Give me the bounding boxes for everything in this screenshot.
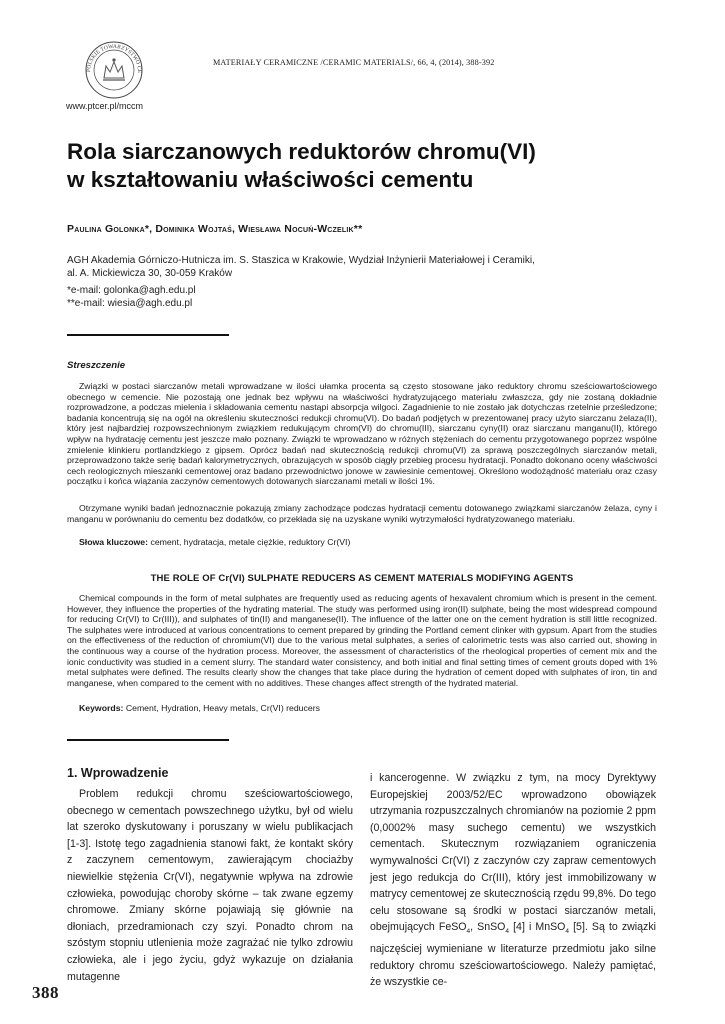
subscript-3: 4 bbox=[565, 928, 570, 936]
logo-seal-icon bbox=[76, 38, 156, 100]
subscript-1: 4 bbox=[466, 928, 471, 936]
divider bbox=[67, 739, 229, 741]
page-number: 388 bbox=[32, 983, 59, 1002]
author-email-2[interactable]: **e-mail: wiesia@agh.edu.pl bbox=[67, 298, 193, 309]
keywords-en-label: Keywords: bbox=[79, 703, 124, 713]
abstract-pl-paragraph-2: Otrzymane wyniki badań jednoznacznie pokazują zmiany zachodzące podczas hydratacji cementu dotowanego związkami siarczanów żelaza, cyny i manganu w porównaniu do cementu bez dodatków, co przekłada się na uzyskane wyniki wytrzymałości hydratyzowanego materiału. bbox=[67, 503, 657, 524]
journal-reference: MATERIAŁY CERAMICZNE /CERAMIC MATERIALS/, 66, 4, (2014), 388-392 bbox=[213, 58, 495, 67]
journal-website-link[interactable]: www.ptcer.pl/mccm bbox=[66, 101, 144, 111]
right-text-2: , SnSO bbox=[470, 921, 506, 934]
body-left-column: Problem redukcji chromu sześciowartościowego, obecnego w cementach powszechnego użytku, był od wielu lat szeroko dyskutowany i poruszany w wielu publikacjach [1-3]. Istotę tego zagadnienia stanowi fakt, że kontakt skóry z zaczynem cementowym, zawierającym chociażby niewielkie stężenia Cr(VI), negatywnie wpływa na zdrowie człowieka, powodując choroby skórne – tak zwane egzemy chromowe. Zmiany skórne pojawiają się głównie na dłoniach, przedramionach czy szyi. Ponadto chrom na szóstym stopniu utlenienia może zagrażać nie tylko zdrowiu człowieka, ale i jego życiu, gdyż wykazuje on działania mutagenne bbox=[67, 788, 353, 983]
author-list: Paulina Golonka*, Dominika Wojtaś, Wiesława Nocuń-Wczelik** bbox=[67, 223, 363, 235]
right-text-4: [5]. Są to związki najczęściej wymieniane w literaturze przedmiotu jako silne reduktory chromu sześciowartościowego. Należy pamiętać, że wszystkie ce- bbox=[370, 921, 656, 989]
keywords-en bbox=[79, 703, 320, 713]
subscript-2: 4 bbox=[505, 928, 510, 936]
keywords-pl bbox=[79, 537, 350, 547]
divider bbox=[67, 334, 229, 336]
title-line-2: w kształtowaniu właściwości cementu bbox=[67, 167, 474, 192]
author-email-1[interactable]: *e-mail: golonka@agh.edu.pl bbox=[67, 285, 196, 296]
keywords-en-list: Cement, Hydration, Heavy metals, Cr(VI) reducers bbox=[125, 703, 320, 713]
abstract-pl-paragraph-1: Związki w postaci siarczanów metali wprowadzane w ilości ułamka procenta są często stosowane jako reduktory chromu sześciowartościowego obecnego w cemencie. Nie pozostają one jednak bez wpływu na właściwości hydratyzującego materiału zwłaszcza, gdy nie zostaną dokładnie rozprowadzone, a podczas mielenia i składowania cementu nastąpi absorpcja wilgoci. Zagadnienie to nie zostało jak dotychczas rzetelnie prześledzone; badania koncentrują się na ogół na określeniu skuteczności redukcji chromu(VI). Do badań podjętych w prezentowanej pracy użyto siarczanu żelaza(II), który jest najbardziej rozpowszechnionym związkiem redukującym chrom(VI) do chromu(III), siarczanu cyny(II) oraz siarczanu manganu(II), którego wpływ na hydratację cementu jest jeszcze mało poznany. Związki te wprowadzano w różnych stężeniach do cementu przygotowanego poprzez wspólne zmielenie klinkieru portlandzkiego z gipsem. Oprócz badań nad skutecznością redukcji chromu(VI) za sprawą poszczególnych siarczanów metali, przeprowadzono także serię badań kalorymetrycznych, obrazujących w sposób ciągły przebieg procesu hydratacji. Ponadto dokonano oceny właściwości cech reologicznych mieszanki cementowej oraz badano przewodnictwo jonowe w zawiesinie cementowej. Określono wodożądność materiału oraz czasy początku i końca wiązania zaczynów cementowych dotowanych siarczanami metali w ilości 1%. bbox=[67, 381, 657, 487]
right-text-1: i kancerogenne. W związku z tym, na mocy Dyrektywy Europejskiej 2003/52/EC wprowadzono obowiązek utrzymania rozpuszczalnych chromianów na poziomie 2 ppm (0,0002% masy suchego cementu) we wszystkich cementach. Skutecznym rozwiązaniem ograniczenia wymywalności Cr(VI) z zaczynów czy zapraw cementowych jest jego redukcja do Cr(III), który jest immobilizowany w matrycy cementowej ze skutecznością rzędu 99,8%. Do tego celu stosowane są środki w postaci siarczanów metali, obejmujących FeSO bbox=[370, 772, 656, 934]
title-line-1: Rola siarczanowych reduktorów chromu(VI) bbox=[67, 139, 536, 164]
right-text-3: [4] i MnSO bbox=[509, 921, 566, 934]
section-heading: 1. Wprowadzenie bbox=[67, 766, 169, 780]
society-logo bbox=[76, 38, 156, 100]
abstract-en-paragraph: Chemical compounds in the form of metal sulphates are frequently used as reducing agents of hexavalent chromium which is present in the cement. However, they influence the properties of the hydrating material. The study was performed using iron(II) sulphate, being the most widespread compound for reducing Cr(VI) to Cr(III)), and sulphates of tin(II) and manganese(II). The influence of the latter one on the cement hydration is still little recognized. The sulphates were introduced at various concentrations to cement prepared by grinding the Portland cement clinker with gypsum. Apart from the studies on the effectiveness of the reduction of chromium(VI) due to the various metal sulphates, a series of calorimetric tests was also carried out, showing in the continuous way a course of the hydration process. Moreover, the assessment of characteristics of the rheological properties of cement mix and the ionic conductivity was studied in a cement slurry. The standard water consistency, and both initial and final setting times of cement grouts doped with 1% metal sulphates were defined. The results clearly show the changes that take place during the hydration of cement doped with sulphates of iron, tin and manganese, when compared to the cement with no additives. These changes affect strength of the hydrated material. bbox=[67, 593, 657, 688]
keywords-pl-list: cement, hydratacja, metale ciężkie, reduktory Cr(VI) bbox=[150, 537, 351, 547]
affiliation-line-2: al. A. Mickiewicza 30, 30-059 Kraków bbox=[67, 268, 233, 279]
body-right-column bbox=[370, 770, 656, 991]
abstract-heading: Streszczenie bbox=[67, 360, 126, 371]
english-title: THE ROLE OF Cr(VI) SULPHATE REDUCERS AS CEMENT MATERIALS MODIFYING AGENTS bbox=[150, 573, 574, 584]
svg-text:POLSKIE TOWARZYSTWO CERAMICZNE: POLSKIE TOWARZYSTWO CE bbox=[85, 43, 143, 74]
keywords-pl-label: Słowa kluczowe: bbox=[79, 537, 149, 547]
article-title bbox=[67, 138, 667, 194]
affiliation-line-1: AGH Akademia Górniczo-Hutnicza im. S. Staszica w Krakowie, Wydział Inżynierii Materiałowej i Ceramiki, bbox=[67, 255, 535, 266]
